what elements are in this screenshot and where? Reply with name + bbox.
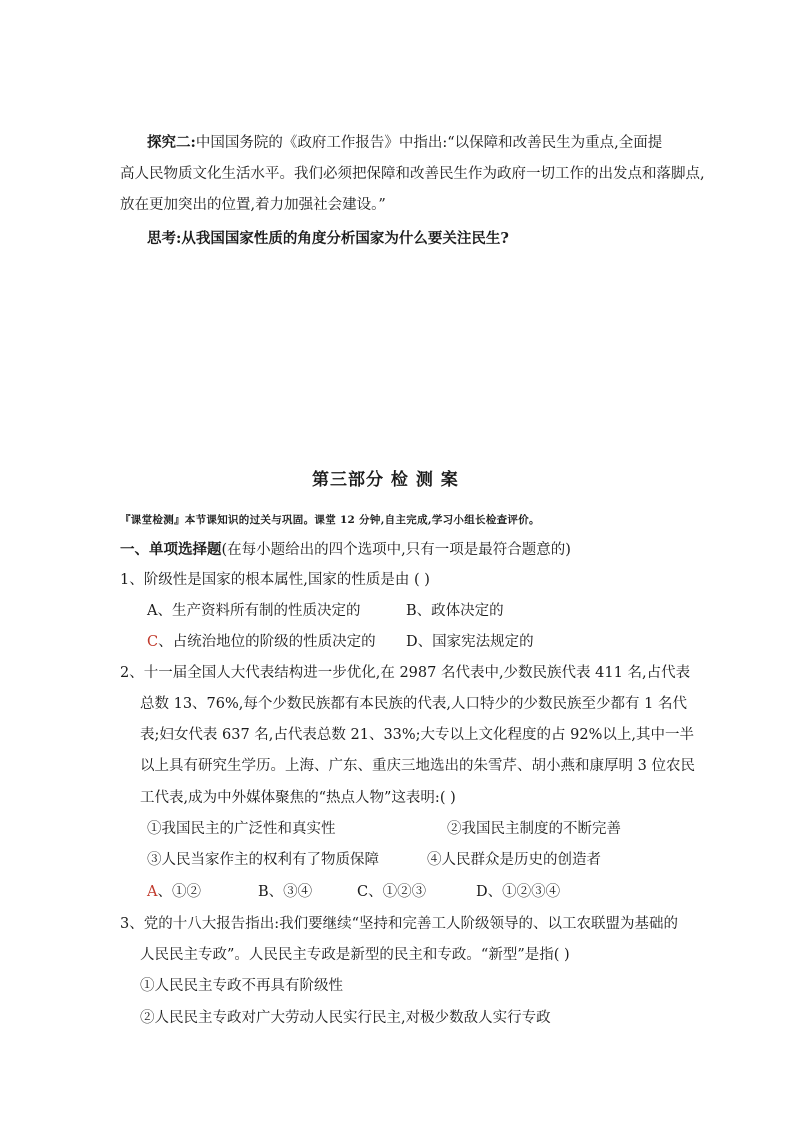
explore2-label: 探究二: — [147, 134, 196, 151]
q2-statement-1: ①我国民主的广泛性和真实性 — [147, 821, 336, 837]
class-check-note: 『课堂检测』本节课知识的过关与巩固。课堂 12 分钟,自主完成,学习小组长检查评价。 — [120, 514, 540, 526]
q2-line4: 以上具有研究生学历。上海、广东、重庆三地选出的朱雪芹、胡小燕和康厚明 3 位农民 — [140, 758, 695, 774]
q2-option-d: D、①②③④ — [476, 884, 561, 900]
q2-statement-3: ③人民当家作主的权利有了物质保障 — [147, 852, 379, 868]
q2-line5: 工代表,成为中外媒体聚焦的“热点人物”这表明:( ) — [140, 790, 456, 806]
explore2-line1 — [147, 134, 662, 152]
q1-option-c-letter: C — [147, 634, 159, 650]
section1-heading: 一、单项选择题 — [120, 541, 222, 558]
q1-option-a: A、生产资料所有制的性质决定的 — [147, 603, 361, 619]
part3-title: 第三部分 检 测 案 — [312, 470, 459, 490]
q2-line2: 总数 13、76%,每个少数民族都有本民族的代表,人口特少的少数民族至少都有 1 名代 — [140, 696, 687, 712]
think-question: 思考:从我国国家性质的角度分析国家为什么要关注民生? — [147, 230, 509, 247]
q1-option-b: B、政体决定的 — [406, 603, 504, 619]
q3-line2: 人民民主专政”。人民民主专政是新型的民主和专政。“新型”是指( ) — [140, 947, 570, 963]
q2-line1: 2、十一届全国人大代表结构进一步优化,在 2987 名代表中,少数民族代表 411 名,占代表 — [120, 665, 691, 681]
q2-statement-4: ④人民群众是历史的创造者 — [427, 852, 601, 868]
q3-statement-1: ①人民民主专政不再具有阶级性 — [140, 978, 343, 994]
q2-option-b: B、③④ — [258, 884, 313, 900]
q1-stem: 1、阶级性是国家的根本属性,国家的性质是由 ( ) — [120, 572, 430, 588]
q2-option-a-text: 、①② — [157, 884, 201, 900]
q3-statement-2: ②人民民主专政对广大劳动人民实行民主,对极少数敌人实行专政 — [140, 1010, 551, 1026]
q2-option-a — [147, 883, 201, 901]
q3-line1: 3、党的十八大报告指出:我们要继续“坚持和完善工人阶级领导的、以工农联盟为基础的 — [120, 916, 679, 932]
q1-option-c — [147, 633, 376, 651]
explore2-text-1: 中国国务院的《政府工作报告》中指出:“以保障和改善民生为重点,全面提 — [195, 135, 663, 151]
q2-line3: 表;妇女代表 637 名,占代表总数 21、33%;大专以上文化程度的占 92%以上,其中一半 — [140, 727, 695, 743]
q1-option-c-text: 、占统治地位的阶级的性质决定的 — [158, 634, 376, 650]
q2-option-a-letter: A — [147, 884, 158, 900]
section1-heading-line — [120, 541, 571, 559]
explore2-line2: 高人民物质文化生活水平。我们必须把保障和改善民生作为政府一切工作的出发点和落脚点, — [120, 166, 705, 182]
section1-note: (在每小题给出的四个选项中,只有一项是最符合题意的) — [221, 542, 571, 558]
q2-option-c: C、①②③ — [357, 884, 427, 900]
explore2-line3: 放在更加突出的位置,着力加强社会建设。” — [120, 197, 386, 213]
q2-statement-2: ②我国民主制度的不断完善 — [447, 821, 621, 837]
q1-option-d: D、国家宪法规定的 — [406, 634, 534, 650]
